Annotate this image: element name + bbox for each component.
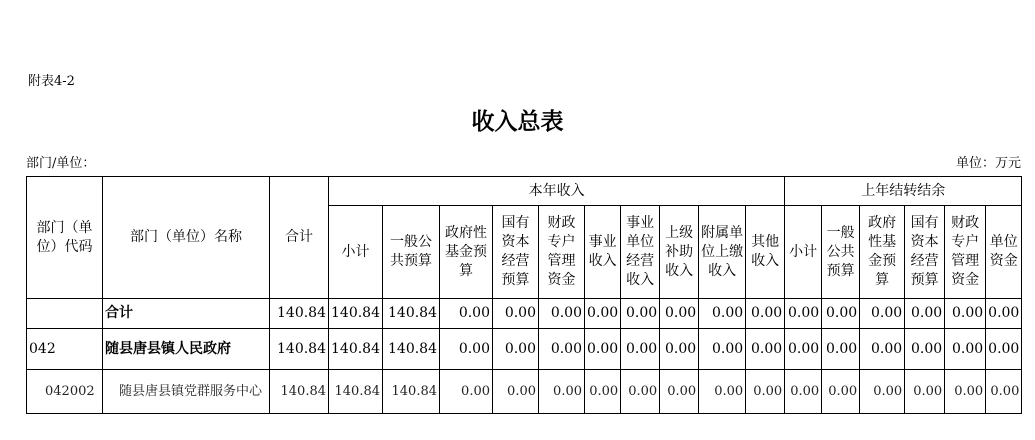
header-last-year-col: 一般公共预算 [822, 206, 860, 299]
cell-value: 0.00 [699, 299, 746, 329]
cell-value: 0.00 [860, 299, 905, 329]
header-this-year: 本年收入 [329, 177, 785, 206]
cell-value: 0.00 [493, 329, 539, 370]
cell-value: 0.00 [585, 299, 621, 329]
cell-value: 0.00 [822, 299, 860, 329]
department-label: 部门/单位： [26, 156, 96, 171]
cell-value: 0.00 [440, 370, 493, 414]
cell-value: 0.00 [785, 299, 822, 329]
cell-value: 0.00 [539, 329, 585, 370]
cell-value: 0.00 [621, 299, 660, 329]
table-row-department [27, 329, 1022, 370]
header-this-year-col: 上级补助收入 [660, 206, 699, 299]
cell-value: 140.84 [329, 329, 383, 370]
header-last-year: 上年结转结余 [785, 177, 1022, 206]
row-code: 042 [27, 329, 103, 370]
cell-value: 0.00 [785, 329, 822, 370]
cell-value: 0.00 [660, 370, 699, 414]
unit-label: 单位：万元 [955, 156, 1021, 171]
cell-value: 0.00 [905, 329, 945, 370]
header-last-year-col: 单位资金 [986, 206, 1022, 299]
cell-value: 0.00 [539, 370, 585, 414]
row-code [27, 299, 103, 329]
cell-value: 0.00 [945, 370, 986, 414]
row-name: 随县唐县镇党群服务中心 [103, 370, 270, 414]
cell-value: 0.00 [660, 329, 699, 370]
row-name: 合计 [103, 299, 270, 329]
header-this-year-col: 一般公共预算 [383, 206, 440, 299]
cell-value: 0.00 [493, 299, 539, 329]
cell-value: 140.84 [270, 329, 329, 370]
cell-value: 0.00 [746, 370, 785, 414]
cell-value: 0.00 [621, 370, 660, 414]
cell-value: 0.00 [860, 370, 905, 414]
cell-value: 0.00 [785, 370, 822, 414]
header-name: 部门（单位）名称 [103, 177, 270, 299]
cell-value: 0.00 [822, 329, 860, 370]
row-name: 随县唐县镇人民政府 [103, 329, 270, 370]
cell-value: 0.00 [945, 329, 986, 370]
cell-value: 0.00 [945, 299, 986, 329]
cell-value: 0.00 [986, 370, 1022, 414]
header-this-year-col: 小计 [329, 206, 383, 299]
cell-value: 0.00 [986, 329, 1022, 370]
header-last-year-col: 财政专户管理资金 [945, 206, 986, 299]
cell-value: 140.84 [329, 370, 383, 414]
annex-label: 附表4-2 [28, 74, 75, 89]
cell-value: 0.00 [621, 329, 660, 370]
cell-value: 0.00 [660, 299, 699, 329]
header-last-year-col: 小计 [785, 206, 822, 299]
cell-value: 0.00 [539, 299, 585, 329]
page-title: 收入总表 [471, 108, 564, 135]
header-this-year-col: 附属单位上缴收入 [699, 206, 746, 299]
row-code: 042002 [27, 370, 103, 414]
cell-value: 0.00 [905, 299, 945, 329]
cell-value: 0.00 [493, 370, 539, 414]
cell-value: 0.00 [699, 370, 746, 414]
header-this-year-col: 国有资本经营预算 [493, 206, 539, 299]
header-this-year-col: 事业单位经营收入 [621, 206, 660, 299]
income-summary-table [26, 176, 1022, 414]
cell-value: 0.00 [746, 299, 785, 329]
cell-value: 0.00 [905, 370, 945, 414]
cell-value: 140.84 [383, 370, 440, 414]
cell-value: 140.84 [270, 299, 329, 329]
header-row-1 [27, 177, 1022, 206]
cell-value: 140.84 [383, 299, 440, 329]
cell-value: 0.00 [860, 329, 905, 370]
cell-value: 0.00 [585, 329, 621, 370]
header-this-year-col: 其他收入 [746, 206, 785, 299]
header-total: 合计 [270, 177, 329, 299]
header-last-year-col: 政府性基金预算 [860, 206, 905, 299]
cell-value: 0.00 [585, 370, 621, 414]
table-row-unit [27, 370, 1022, 414]
cell-value: 140.84 [270, 370, 329, 414]
header-this-year-col: 财政专户管理资金 [539, 206, 585, 299]
cell-value: 0.00 [822, 370, 860, 414]
header-last-year-col: 国有资本经营预算 [905, 206, 945, 299]
cell-value: 140.84 [329, 299, 383, 329]
cell-value: 0.00 [746, 329, 785, 370]
cell-value: 0.00 [986, 299, 1022, 329]
cell-value: 0.00 [699, 329, 746, 370]
cell-value: 0.00 [440, 299, 493, 329]
cell-value: 0.00 [440, 329, 493, 370]
header-code: 部门（单位）代码 [27, 177, 103, 299]
header-this-year-col: 政府性基金预算 [440, 206, 493, 299]
header-this-year-col: 事业收入 [585, 206, 621, 299]
table-row-total [27, 299, 1022, 329]
cell-value: 140.84 [383, 329, 440, 370]
